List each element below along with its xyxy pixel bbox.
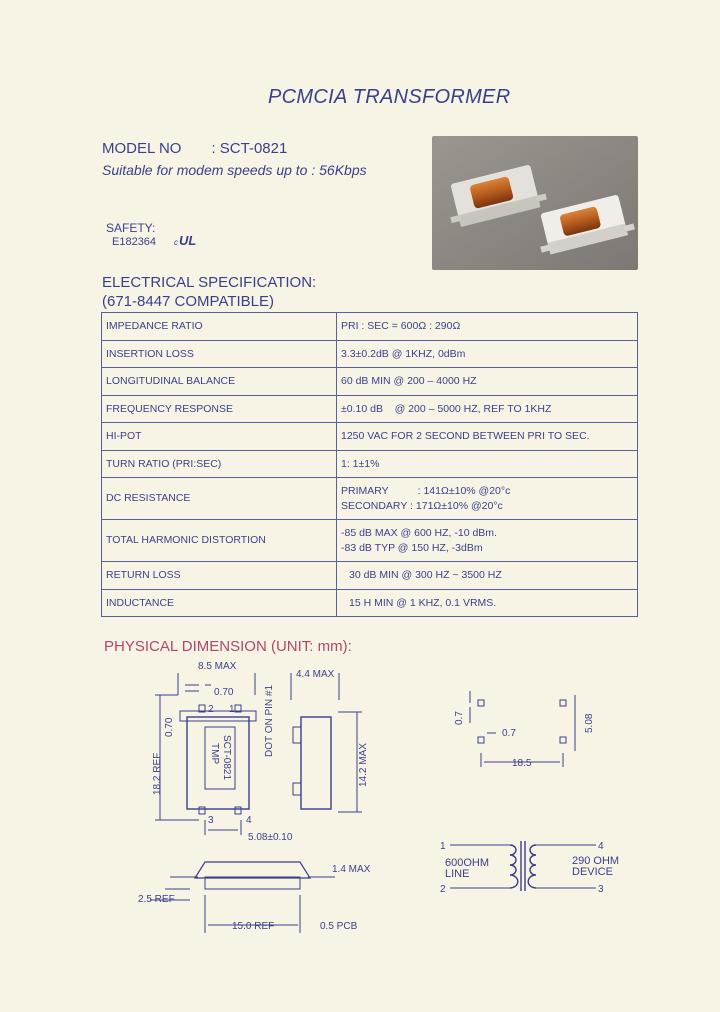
dim-pitch: 5.08±0.10 (248, 832, 293, 843)
spec-value-line: -85 dB MAX @ 600 HZ, -10 dBm. (341, 526, 497, 539)
part-marking: SCT-0821 (221, 735, 232, 781)
spec-row (102, 451, 638, 478)
spec-value-line: -83 dB TYP @ 150 HZ, -3dBm (341, 541, 483, 554)
pin-1-label: 1 (229, 704, 235, 715)
spec-row (102, 520, 638, 562)
dim-18-2-ref: 18.2 REF (152, 752, 163, 795)
electrical-title: ELECTRICAL SPECIFICATION: (102, 274, 317, 291)
dim-0-70-vertical: 0.70 (164, 717, 175, 737)
spec-value (337, 478, 638, 520)
model-number (102, 140, 287, 157)
spec-param: INSERTION LOSS (102, 341, 337, 368)
dim-fp-0-7-vertical: 0.7 (454, 711, 465, 725)
spec-value (337, 520, 638, 562)
dim-0-5-pcb: 0.5 PCB (320, 921, 358, 932)
schematic-pin-4: 4 (598, 841, 604, 852)
spec-value: ±0.10 dB @ 200 – 5000 HZ, REF TO 1KHZ (337, 396, 638, 423)
pin-4-label: 4 (246, 815, 252, 826)
pin-2-label: 2 (208, 704, 214, 715)
dim-15-0-ref: 15.0 REF (232, 921, 275, 932)
electrical-heading (102, 273, 316, 311)
dim-1-4-max: 1.4 MAX (332, 864, 371, 875)
spec-row (102, 396, 638, 423)
primary-line: LINE (445, 868, 470, 880)
spec-param: DC RESISTANCE (102, 478, 337, 520)
dim-fp-5-08: 5.08 (584, 713, 595, 733)
spec-param: INDUCTANCE (102, 590, 337, 617)
spec-param: TURN RATIO (PRI:SEC) (102, 451, 337, 478)
spec-value: 3.3±0.2dB @ 1KHZ, 0dBm (337, 341, 638, 368)
tmp-marking: TMP (209, 743, 220, 765)
ul-mark-icon: cUL (174, 233, 197, 248)
secondary-device: DEVICE (572, 866, 613, 878)
transformer-schematic (440, 841, 619, 895)
spec-row (102, 562, 638, 590)
spec-param: HI-POT (102, 423, 337, 451)
dim-fp-0-7: 0.7 (502, 728, 516, 739)
spec-row (102, 478, 638, 520)
mounting-view (138, 862, 371, 933)
dim-0-70: 0.70 (214, 687, 234, 698)
dim-14-2-max: 14.2 MAX (358, 743, 369, 787)
spec-param: TOTAL HARMONIC DISTORTION (102, 520, 337, 562)
model-label: MODEL NO (102, 140, 182, 157)
primary-ohm: 600OHM (445, 857, 490, 869)
dot-on-pin-1: DOT ON PIN #1 (264, 684, 275, 757)
schematic-pin-2: 2 (440, 884, 446, 895)
suitability-note: Suitable for modem speeds up to : 56Kbps (102, 162, 367, 178)
spec-param: FREQUENCY RESPONSE (102, 396, 337, 423)
top-view (152, 661, 293, 843)
spec-value: 30 dB MIN @ 300 HZ ~ 3500 HZ (337, 562, 638, 590)
pcb-footprint (454, 691, 595, 769)
schematic-pin-1: 1 (440, 841, 446, 852)
dim-4-4-max: 4.4 MAX (296, 669, 335, 680)
safety-file-number: E182364 (112, 236, 157, 248)
electrical-subtitle: (671-8447 COMPATIBLE) (102, 293, 275, 310)
dim-2-5-ref: 2.5 REF (138, 894, 175, 905)
schematic-pin-3: 3 (598, 884, 604, 895)
spec-table (101, 312, 638, 617)
spec-value: 60 dB MIN @ 200 – 4000 HZ (337, 368, 638, 396)
spec-param: LONGITUDINAL BALANCE (102, 368, 337, 396)
spec-row (102, 313, 638, 341)
dim-8-5-max: 8.5 MAX (198, 661, 237, 672)
model-value: : SCT-0821 (211, 140, 288, 157)
spec-param: RETURN LOSS (102, 562, 337, 590)
safety-label: SAFETY: (106, 221, 156, 235)
dimension-drawing (0, 655, 720, 955)
page-title: PCMCIA TRANSFORMER (268, 86, 511, 108)
spec-row (102, 423, 638, 451)
spec-row (102, 590, 638, 617)
spec-row (102, 368, 638, 396)
spec-value: 1: 1±1% (337, 451, 638, 478)
secondary-ohm: 290 OHM (572, 855, 620, 867)
product-photo (432, 136, 638, 270)
spec-param: IMPEDANCE RATIO (102, 313, 337, 341)
spec-value: 15 H MIN @ 1 KHZ, 0.1 VRMS. (337, 590, 638, 617)
spec-value: PRI : SEC = 600Ω : 290Ω (337, 313, 638, 341)
physical-heading: PHYSICAL DIMENSION (UNIT: mm): (104, 638, 352, 655)
dim-fp-18-5: 18.5 (512, 758, 532, 769)
spec-value-line: PRIMARY : 141Ω±10% @20°c (341, 484, 511, 497)
spec-value-line: SECONDARY : 171Ω±10% @20°c (341, 499, 503, 512)
side-view (291, 669, 369, 812)
pin-3-label: 3 (208, 815, 214, 826)
spec-value: 1250 VAC FOR 2 SECOND BETWEEN PRI TO SEC. (337, 423, 638, 451)
spec-row (102, 341, 638, 368)
